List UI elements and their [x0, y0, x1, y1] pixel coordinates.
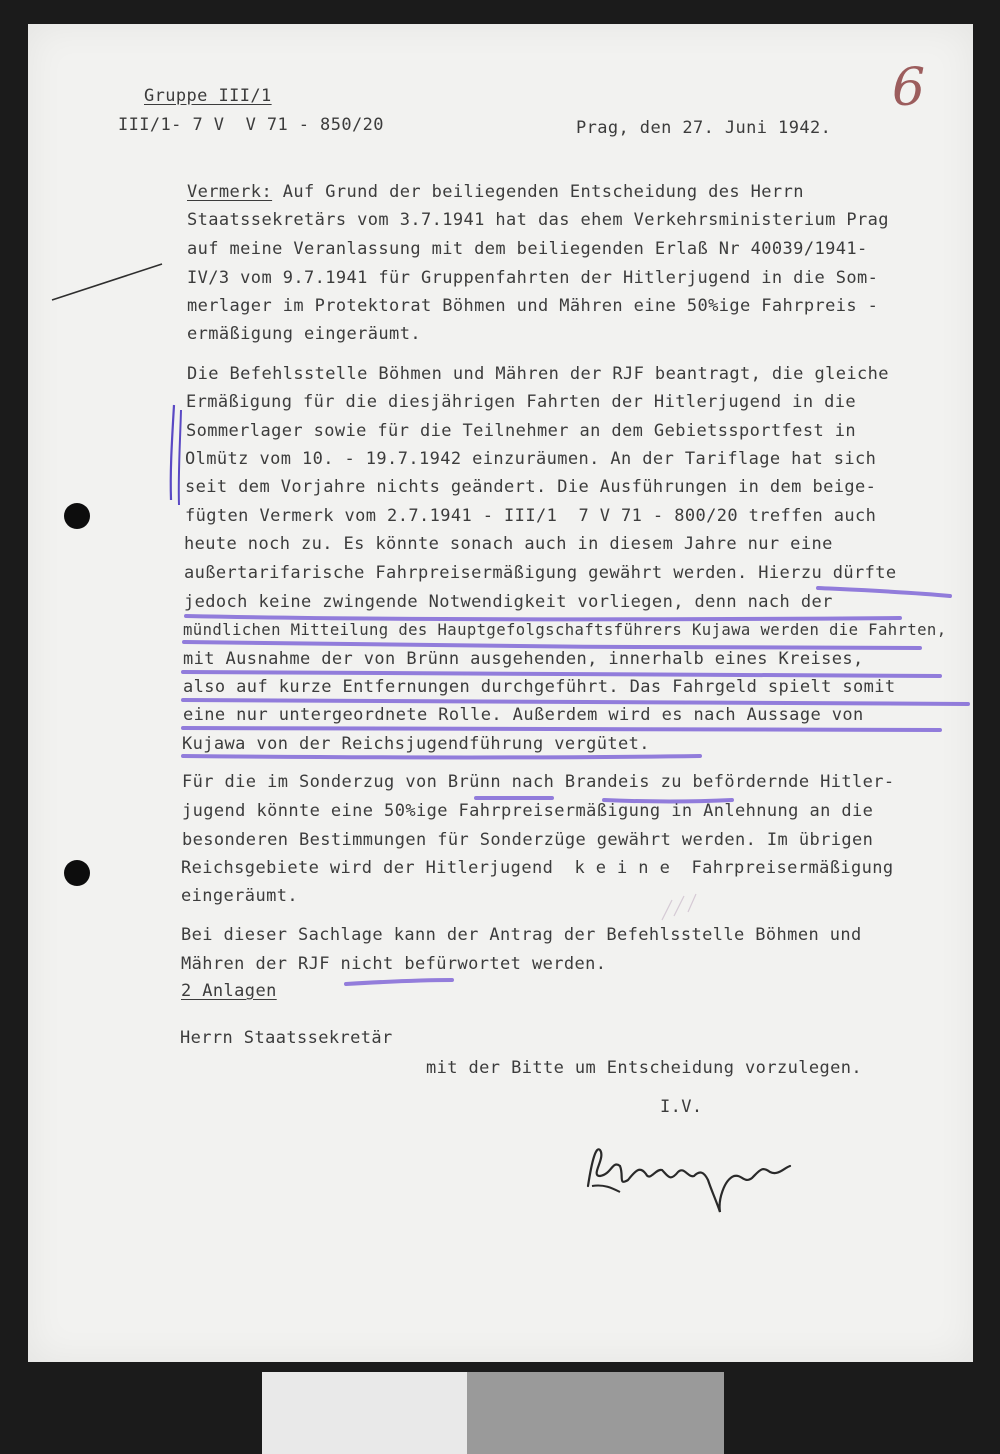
iv-signature-label: I.V. [660, 1097, 703, 1117]
paragraph-3-line-3: besonderen Bestimmungen für Sonderzüge gewährt werden. Im übrigen [182, 830, 874, 850]
paragraph-1-line-3: auf meine Veranlassung mit dem beiliegenden Erlaß Nr 40039/1941- [187, 239, 868, 259]
paragraph-4-line-2: Mähren der RJF nicht befürwortet werden. [181, 954, 607, 974]
reference-number: III/1- 7 V V 71 - 850/20 [118, 115, 384, 135]
attachments-note: 2 Anlagen [181, 981, 277, 1001]
paragraph-2-line-12: also auf kurze Entfernungen durchgeführt. Das Fahrgeld spielt somit [183, 677, 896, 697]
paragraph-2-line-14: Kujawa von der Reichsjugendführung vergütet. [182, 734, 650, 754]
paragraph-1-line-6: ermäßigung eingeräumt. [187, 324, 421, 344]
paragraph-2-line-5: seit dem Vorjahre nichts geändert. Die Ausführungen in dem beige- [185, 477, 877, 497]
paragraph-2-line-13: eine nur untergeordnete Rolle. Außerdem wird es nach Aussage von [183, 705, 864, 725]
paragraph-1-line-5: merlager im Protektorat Böhmen und Mähren eine 50%ige Fahrpreis - [187, 296, 879, 316]
paragraph-2-line-3: Sommerlager sowie für die Teilnehmer an dem Gebietssportfest in [186, 421, 856, 441]
paragraph-1-line-4: IV/3 vom 9.7.1941 für Gruppenfahrten der Hitlerjugend in die Som- [187, 268, 879, 288]
group-heading: Gruppe III/1 [144, 86, 272, 106]
punch-hole-top [64, 503, 90, 529]
paragraph-4-line-1: Bei dieser Sachlage kann der Antrag der Befehlsstelle Böhmen und [181, 925, 862, 945]
paragraph-3-line-1: Für die im Sonderzug von Brünn nach Brandeis zu befördernde Hitler- [182, 772, 895, 792]
vermerk-label: Vermerk: [187, 182, 273, 202]
addressee: Herrn Staatssekretär [180, 1028, 393, 1048]
paragraph-2-line-1: Die Befehlsstelle Böhmen und Mähren der RJF beantragt, die gleiche [187, 364, 889, 384]
paragraph-2-line-2: Ermäßigung für die diesjährigen Fahrten der Hitlerjugend in die [186, 392, 856, 412]
paragraph-1-line-1-text: Auf Grund der beiliegenden Entscheidung des Herrn [272, 182, 804, 202]
paragraph-2-line-6: fügten Vermerk vom 2.7.1941 - III/1 7 V 71 - 800/20 treffen auch [185, 506, 877, 526]
paragraph-3-line-4: Reichsgebiete wird der Hitlerjugend k e i n e Fahrpreisermäßigung [181, 858, 894, 878]
scan-strip-gray [467, 1372, 724, 1454]
paragraph-1-line-2: Staatssekretärs vom 3.7.1941 hat das ehem Verkehrsministerium Prag [187, 210, 889, 230]
closing-request: mit der Bitte um Entscheidung vorzulegen. [426, 1058, 863, 1078]
handwritten-page-number: 6 [892, 58, 926, 118]
paragraph-2-line-8: außertarifarische Fahrpreisermäßigung gewährt werden. Hierzu dürfte [184, 563, 897, 583]
paragraph-3-line-2: jugend könnte eine 50%ige Fahrpreisermäßigung in Anlehnung an die [182, 801, 874, 821]
paragraph-2-line-7: heute noch zu. Es könnte sonach auch in diesem Jahre nur eine [184, 534, 833, 554]
scan-strip-white [262, 1372, 467, 1454]
paragraph-2-line-9: jedoch keine zwingende Notwendigkeit vorliegen, denn nach der [184, 592, 833, 612]
paragraph-2-line-10: mündlichen Mitteilung des Hauptgefolgschaftsführers Kujawa werden die Fahrten, [183, 621, 947, 639]
punch-hole-bottom [64, 860, 90, 886]
paragraph-2-line-11: mit Ausnahme der von Brünn ausgehenden, innerhalb eines Kreises, [183, 649, 864, 669]
place-date: Prag, den 27. Juni 1942. [576, 118, 832, 138]
paragraph-2-line-4: Olmütz vom 10. - 19.7.1942 einzuräumen. An der Tariflage hat sich [185, 449, 877, 469]
paragraph-3-line-5: eingeräumt. [181, 886, 298, 906]
